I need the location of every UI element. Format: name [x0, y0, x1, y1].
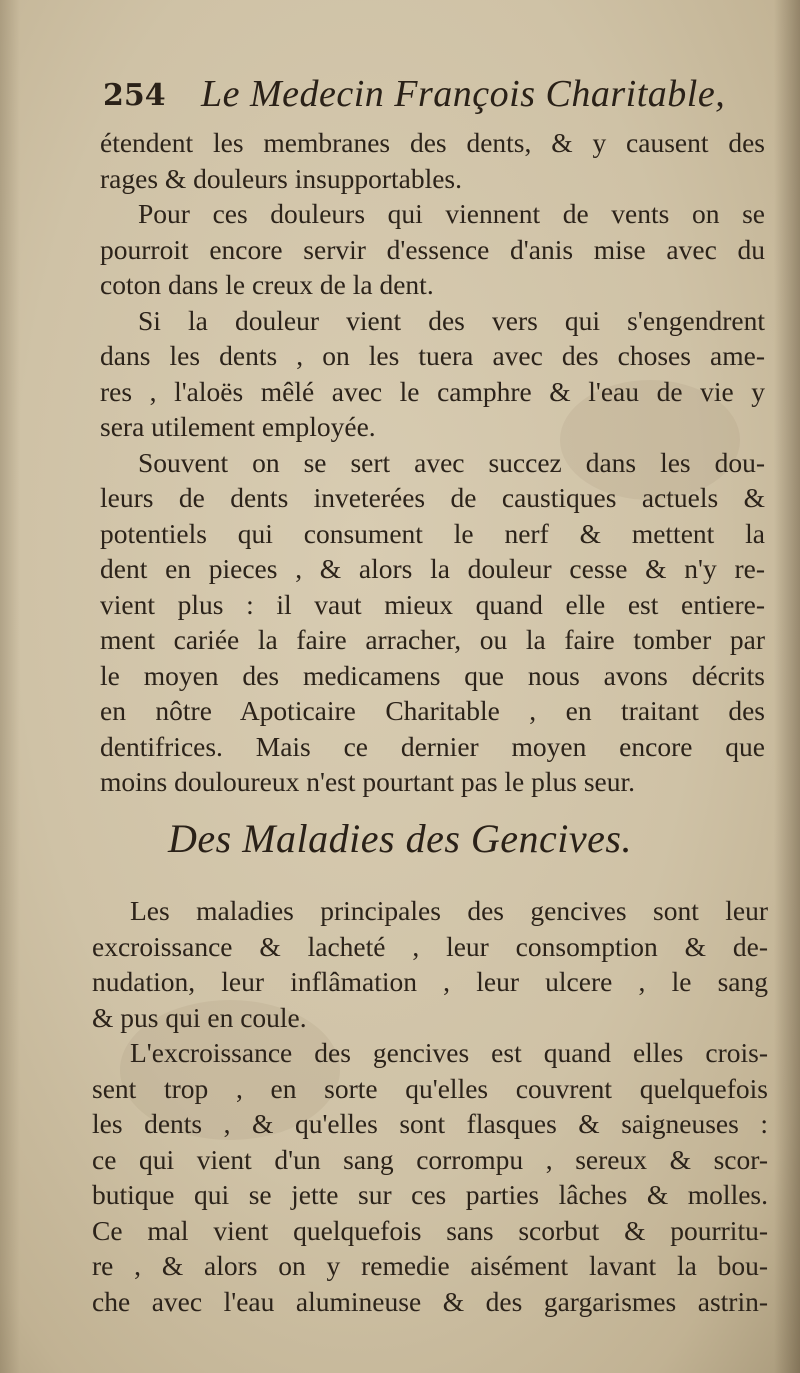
- text-line: sera utilement employée.: [100, 411, 376, 442]
- text-line: Souvent on se sert avec succez dans les dou-: [138, 446, 765, 478]
- text-line: pourroit encore servir d'essence d'anis mise avec du: [100, 233, 765, 265]
- text-line: Si la douleur vient des vers qui s'engendrent: [138, 304, 765, 336]
- page-header: [103, 72, 763, 122]
- text-line: butique qui se jette sur ces parties lâches & molles.: [92, 1179, 768, 1210]
- text-line: sent trop , en sorte qu'elles couvrent quelquefois: [92, 1072, 768, 1104]
- text-line: vient plus : il vaut mieux quand elle est entiere-: [100, 588, 765, 620]
- text-line: re , & alors on y remedie aisément lavant la bou-: [92, 1250, 768, 1281]
- running-title: Le Medecin François Charitable,: [201, 73, 726, 115]
- text-line: potentiels qui consument le nerf & mettent la: [100, 517, 765, 549]
- top-text-block: [100, 125, 765, 800]
- text-line: res , l'aloës mêlé avec le camphre & l'eau de vie y: [100, 375, 765, 407]
- text-line: nudation, leur inflâmation , leur ulcere , le sang: [92, 966, 768, 997]
- text-line: che avec l'eau alumineuse & des gargarismes astrin-: [92, 1285, 768, 1317]
- text-line: leurs de dents inveterées de caustiques actuels &: [100, 482, 765, 513]
- text-line: les dents , & qu'elles sont flasques & saigneuses :: [92, 1108, 768, 1139]
- text-line: Ce mal vient quelquefois sans scorbut & pourritu-: [92, 1214, 768, 1246]
- text-line: dentifrices. Mais ce dernier moyen encore que: [100, 730, 765, 762]
- text-line: en nôtre Apoticaire Charitable , en traitant des: [100, 695, 765, 726]
- text-line: Les maladies principales des gencives sont leur: [130, 895, 768, 926]
- text-line: dans les dents , on les tuera avec des choses ame-: [100, 340, 765, 371]
- section-heading: Des Maladies des Gencives.: [168, 816, 632, 861]
- text-line: rages & douleurs insupportables.: [100, 162, 463, 194]
- text-line: L'excroissance des gencives est quand elles crois-: [130, 1037, 768, 1068]
- text-line: dent en pieces , & alors la douleur cesse & n'y re-: [100, 553, 765, 584]
- page-number: 254: [103, 78, 166, 113]
- text-line: ment cariée la faire arracher, ou la faire tomber par: [100, 624, 765, 655]
- page-gutter-shadow: [0, 0, 20, 1373]
- text-line: moins douloureux n'est pourtant pas le plus seur.: [100, 766, 636, 797]
- text-line: & pus qui en coule.: [92, 1001, 307, 1033]
- text-line: Pour ces douleurs qui viennent de vents on se: [138, 198, 765, 229]
- bottom-text-block: [92, 893, 768, 1319]
- page-edge-shadow: [774, 0, 800, 1373]
- text-line: excroissance & lacheté , leur consomption & de-: [92, 930, 768, 962]
- text-line: ce qui vient d'un sang corrompu , sereux & scor-: [92, 1143, 768, 1175]
- text-line: coton dans le creux de la dent.: [100, 269, 434, 300]
- text-line: le moyen des medicamens que nous avons décrits: [100, 659, 765, 691]
- text-line: étendent les membranes des dents, & y causent des: [100, 127, 765, 158]
